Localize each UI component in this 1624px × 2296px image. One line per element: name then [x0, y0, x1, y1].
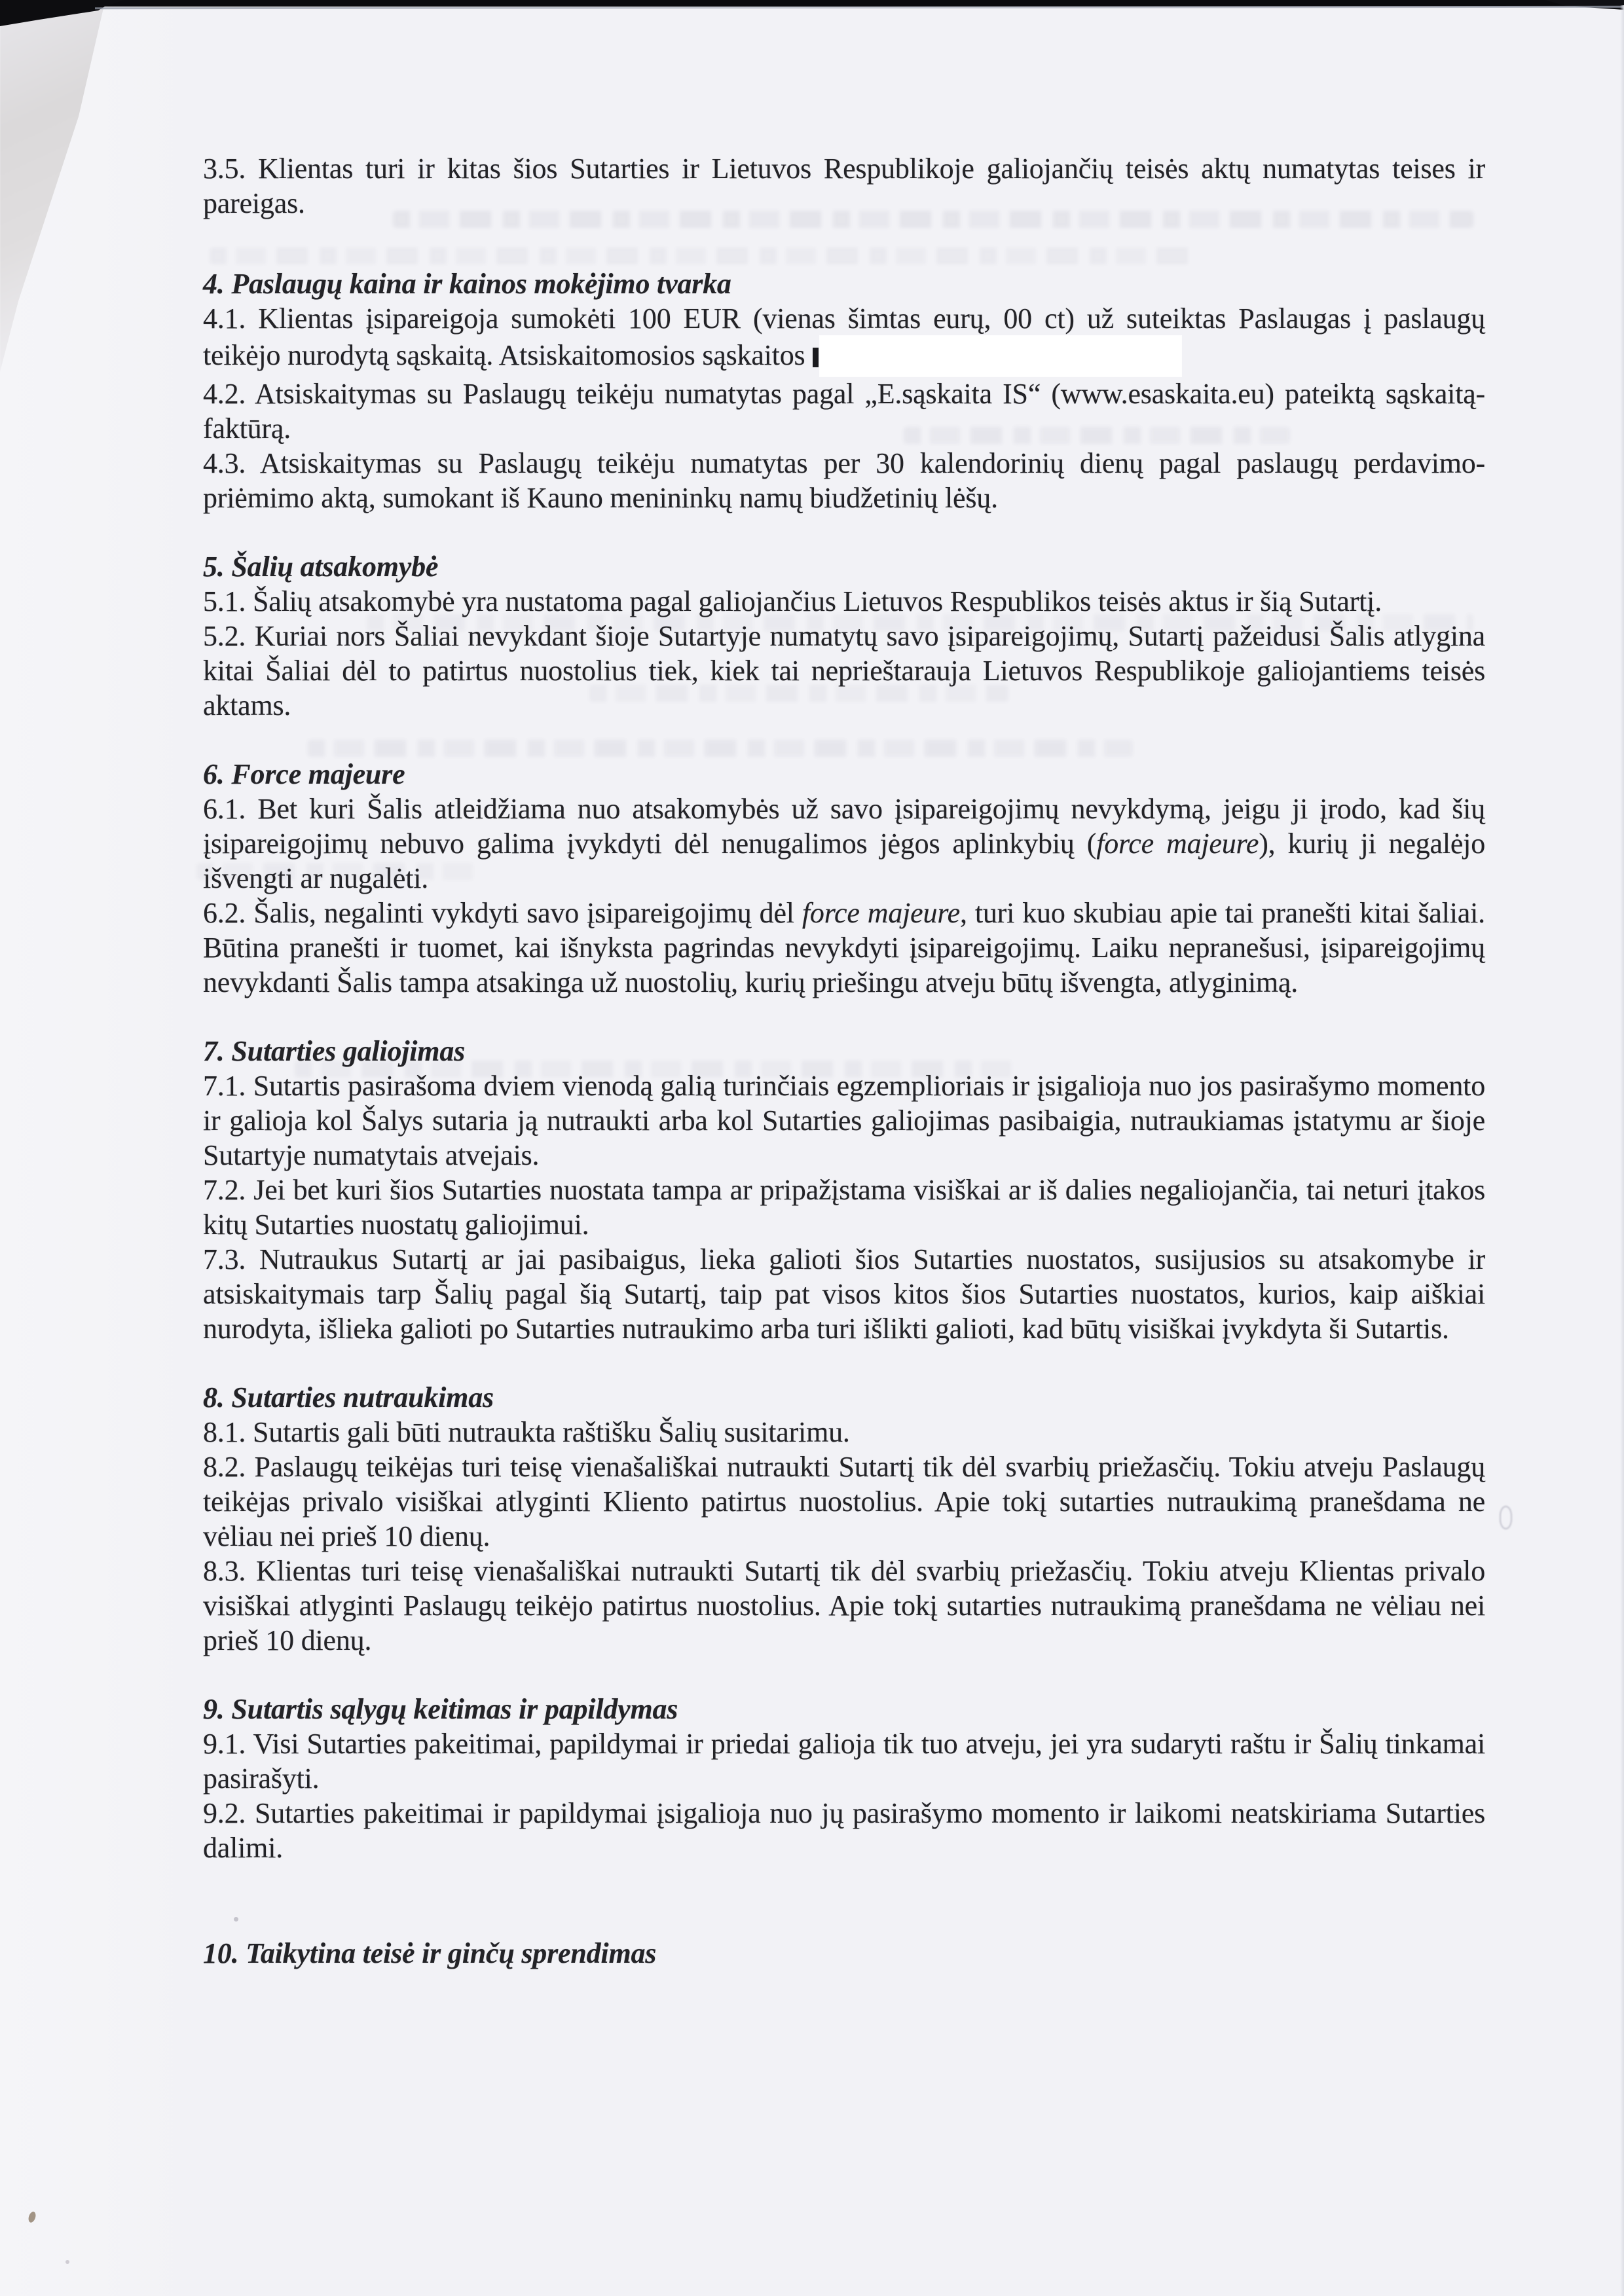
clause-8-2: 8.2. Paslaugų teikėjas turi teisę vienašališkai nutraukti Sutartį tik dėl svarbių priežasčių. Tokiu atveju Paslaugų teikėjas privalo visiškai atlyginti Kliento patirtus nuostolius. Apie tokį sutarties nutraukimą pranešdama ne vėliau nei prieš 10 dienų.: [203, 1451, 1485, 1552]
clause-4-1-text: 4.1. Klientas įsipareigoja sumokėti 100 EUR (vienas šimtas eurų, 00 ct) už suteiktas Paslaugas į paslaugų teikėjo nurodytą sąskaitą. Atsiskaitomosios sąskaitos: [203, 302, 1485, 371]
redaction-ink-remnant: [813, 348, 819, 367]
clause-4-3: 4.3. Atsiskaitymas su Paslaugų teikėju numatytas per 30 kalendorinių dienų pagal paslaugų perdavimo-priėmimo aktą, sumokant iš Kauno menininkų namų biudžetinių lėšų.: [203, 447, 1485, 514]
clause-3-5: 3.5. Klientas turi ir kitas šios Sutarties ir Lietuvos Respublikoje galiojančių teisės aktų numatytas teises ir pareigas.: [203, 153, 1485, 219]
clause-5-1: 5.1. Šalių atsakomybė yra nustatoma pagal galiojančius Lietuvos Respublikos teisės aktus ir šią Sutartį.: [203, 585, 1382, 617]
contract-text-block: [203, 151, 1485, 1971]
clause-7-1: 7.1. Sutartis pasirašoma dviem vienodą galią turinčiais egzemplioriais ir įsigalioja nuo jos pasirašymo momento ir galioja kol Šalys sutaria ją nutraukti arba kol Sutarties galiojimas pasibaigia, nutraukiamas įstatymu ar šioje Sutartyje numatytais atvejais.: [203, 1070, 1485, 1171]
paper-speck: [1500, 1506, 1512, 1529]
section-9-heading: 9. Sutartis sąlygų keitimas ir papildymas: [203, 1693, 678, 1725]
section-8-heading: 8. Sutarties nutraukimas: [203, 1381, 494, 1413]
clause-5-2: 5.2. Kuriai nors Šaliai nevykdant šioje Sutartyje numatytų savo įsipareigojimų, Sutartį pažeidusi Šalis atlygina kitai Šaliai dėl to patirtus nuostolius tiek, kiek tai neprieštarauja Lietuvos Respublikoje galiojantiems teisės aktams.: [203, 620, 1485, 721]
clause-6-1: [203, 792, 1485, 896]
section-5-heading: 5. Šalių atsakomybė: [203, 551, 439, 583]
paper-speck: [65, 2260, 69, 2264]
clause-6-2-italic: force majeure: [802, 897, 960, 929]
clause-8-1: 8.1. Sutartis gali būti nutraukta raštišku Šalių susitarimu.: [203, 1416, 850, 1448]
clause-6-2-text-after: , turi kuo skubiau apie tai pranešti kitai šaliai. Būtina pranešti ir tuomet, kai išnyksta pagrindas nevykdyti įsipareigojimų. Laiku nepranešusi, įsipareigojimų nevykdanti Šalis tampa atsakinga už nuostolių, kurių priešingu atveju būtų išvengta, atlyginimą.: [203, 897, 1485, 998]
redaction-box: [820, 336, 1181, 376]
clause-9-1: 9.1. Visi Sutarties pakeitimai, papildymai ir priedai galioja tik tuo atveju, jei yra sudaryti raštu ir Šalių tinkamai pasirašyti.: [203, 1728, 1485, 1795]
paper-right-edge-line: [1620, 5, 1624, 2296]
section-7-heading: 7. Sutarties galiojimas: [203, 1035, 466, 1067]
section-4-heading: 4. Paslaugų kaina ir kainos mokėjimo tvarka: [203, 268, 731, 300]
clause-6-1-italic: force majeure: [1096, 828, 1259, 860]
clause-6-2: [203, 896, 1485, 1000]
clause-6-1-text: 6.1. Bet kuri Šalis atleidžiama nuo atsakomybės už savo įsipareigojimų nevykdymą, jeigu ji įrodo, kad šių įsipareigojimų nebuvo galima įvykdyti dėl nenugalimos jėgos aplinkybių (: [203, 793, 1485, 860]
page-corner-fold-shadow: [0, 5, 105, 411]
clause-7-2: 7.2. Jei bet kuri šios Sutarties nuostata tampa ar pripažįstama visiškai ar iš dalies negaliojančia, tai neturi įtakos kitų Sutarties nuostatų galiojimui.: [203, 1174, 1485, 1241]
clause-4-2: 4.2. Atsiskaitymas su Paslaugų teikėju numatytas pagal „E.sąskaita IS“ (www.esaskaita.eu) pateiktą sąskaitą-faktūrą.: [203, 378, 1485, 445]
section-6-heading: 6. Force majeure: [203, 758, 405, 790]
clause-6-2-text: 6.2. Šalis, negalinti vykdyti savo įsipareigojimų dėl: [203, 897, 802, 929]
clause-6-1-text-after: ), kurių ji negalėjo išvengti ar nugalėti.: [203, 828, 1485, 894]
section-10-heading: 10. Taikytina teisė ir ginčų sprendimas: [203, 1937, 657, 1969]
clause-7-3: 7.3. Nutraukus Sutartį ar jai pasibaigus, lieka galioti šios Sutarties nuostatos, susijusios su atsakomybe ir atsiskaitymais tarp Šalių pagal šią Sutartį, taip pat visos kitos šios Sutarties nuostatos, kurios, kaip aiškiai nurodyta, išlieka galioti po Sutarties nutraukimo arba turi išlikti galioti, kad būtų visiškai įvykdyta ši Sutartis.: [203, 1243, 1485, 1345]
clause-8-3: 8.3. Klientas turi teisę vienašališkai nutraukti Sutartį tik dėl svarbių priežasčių. Tokiu atveju Klientas privalo visiškai atlyginti Paslaugų teikėjo patirtus nuostolius. Apie tokį sutarties nutraukimą pranešdama ne vėliau nei prieš 10 dienų.: [203, 1555, 1485, 1656]
clause-9-2: 9.2. Sutarties pakeitimai ir papildymai įsigalioja nuo jų pasirašymo momento ir laikomi neatskiriama Sutarties dalimi.: [203, 1797, 1485, 1864]
clause-4-1: [203, 301, 1485, 376]
paper-speck: [28, 2211, 37, 2223]
